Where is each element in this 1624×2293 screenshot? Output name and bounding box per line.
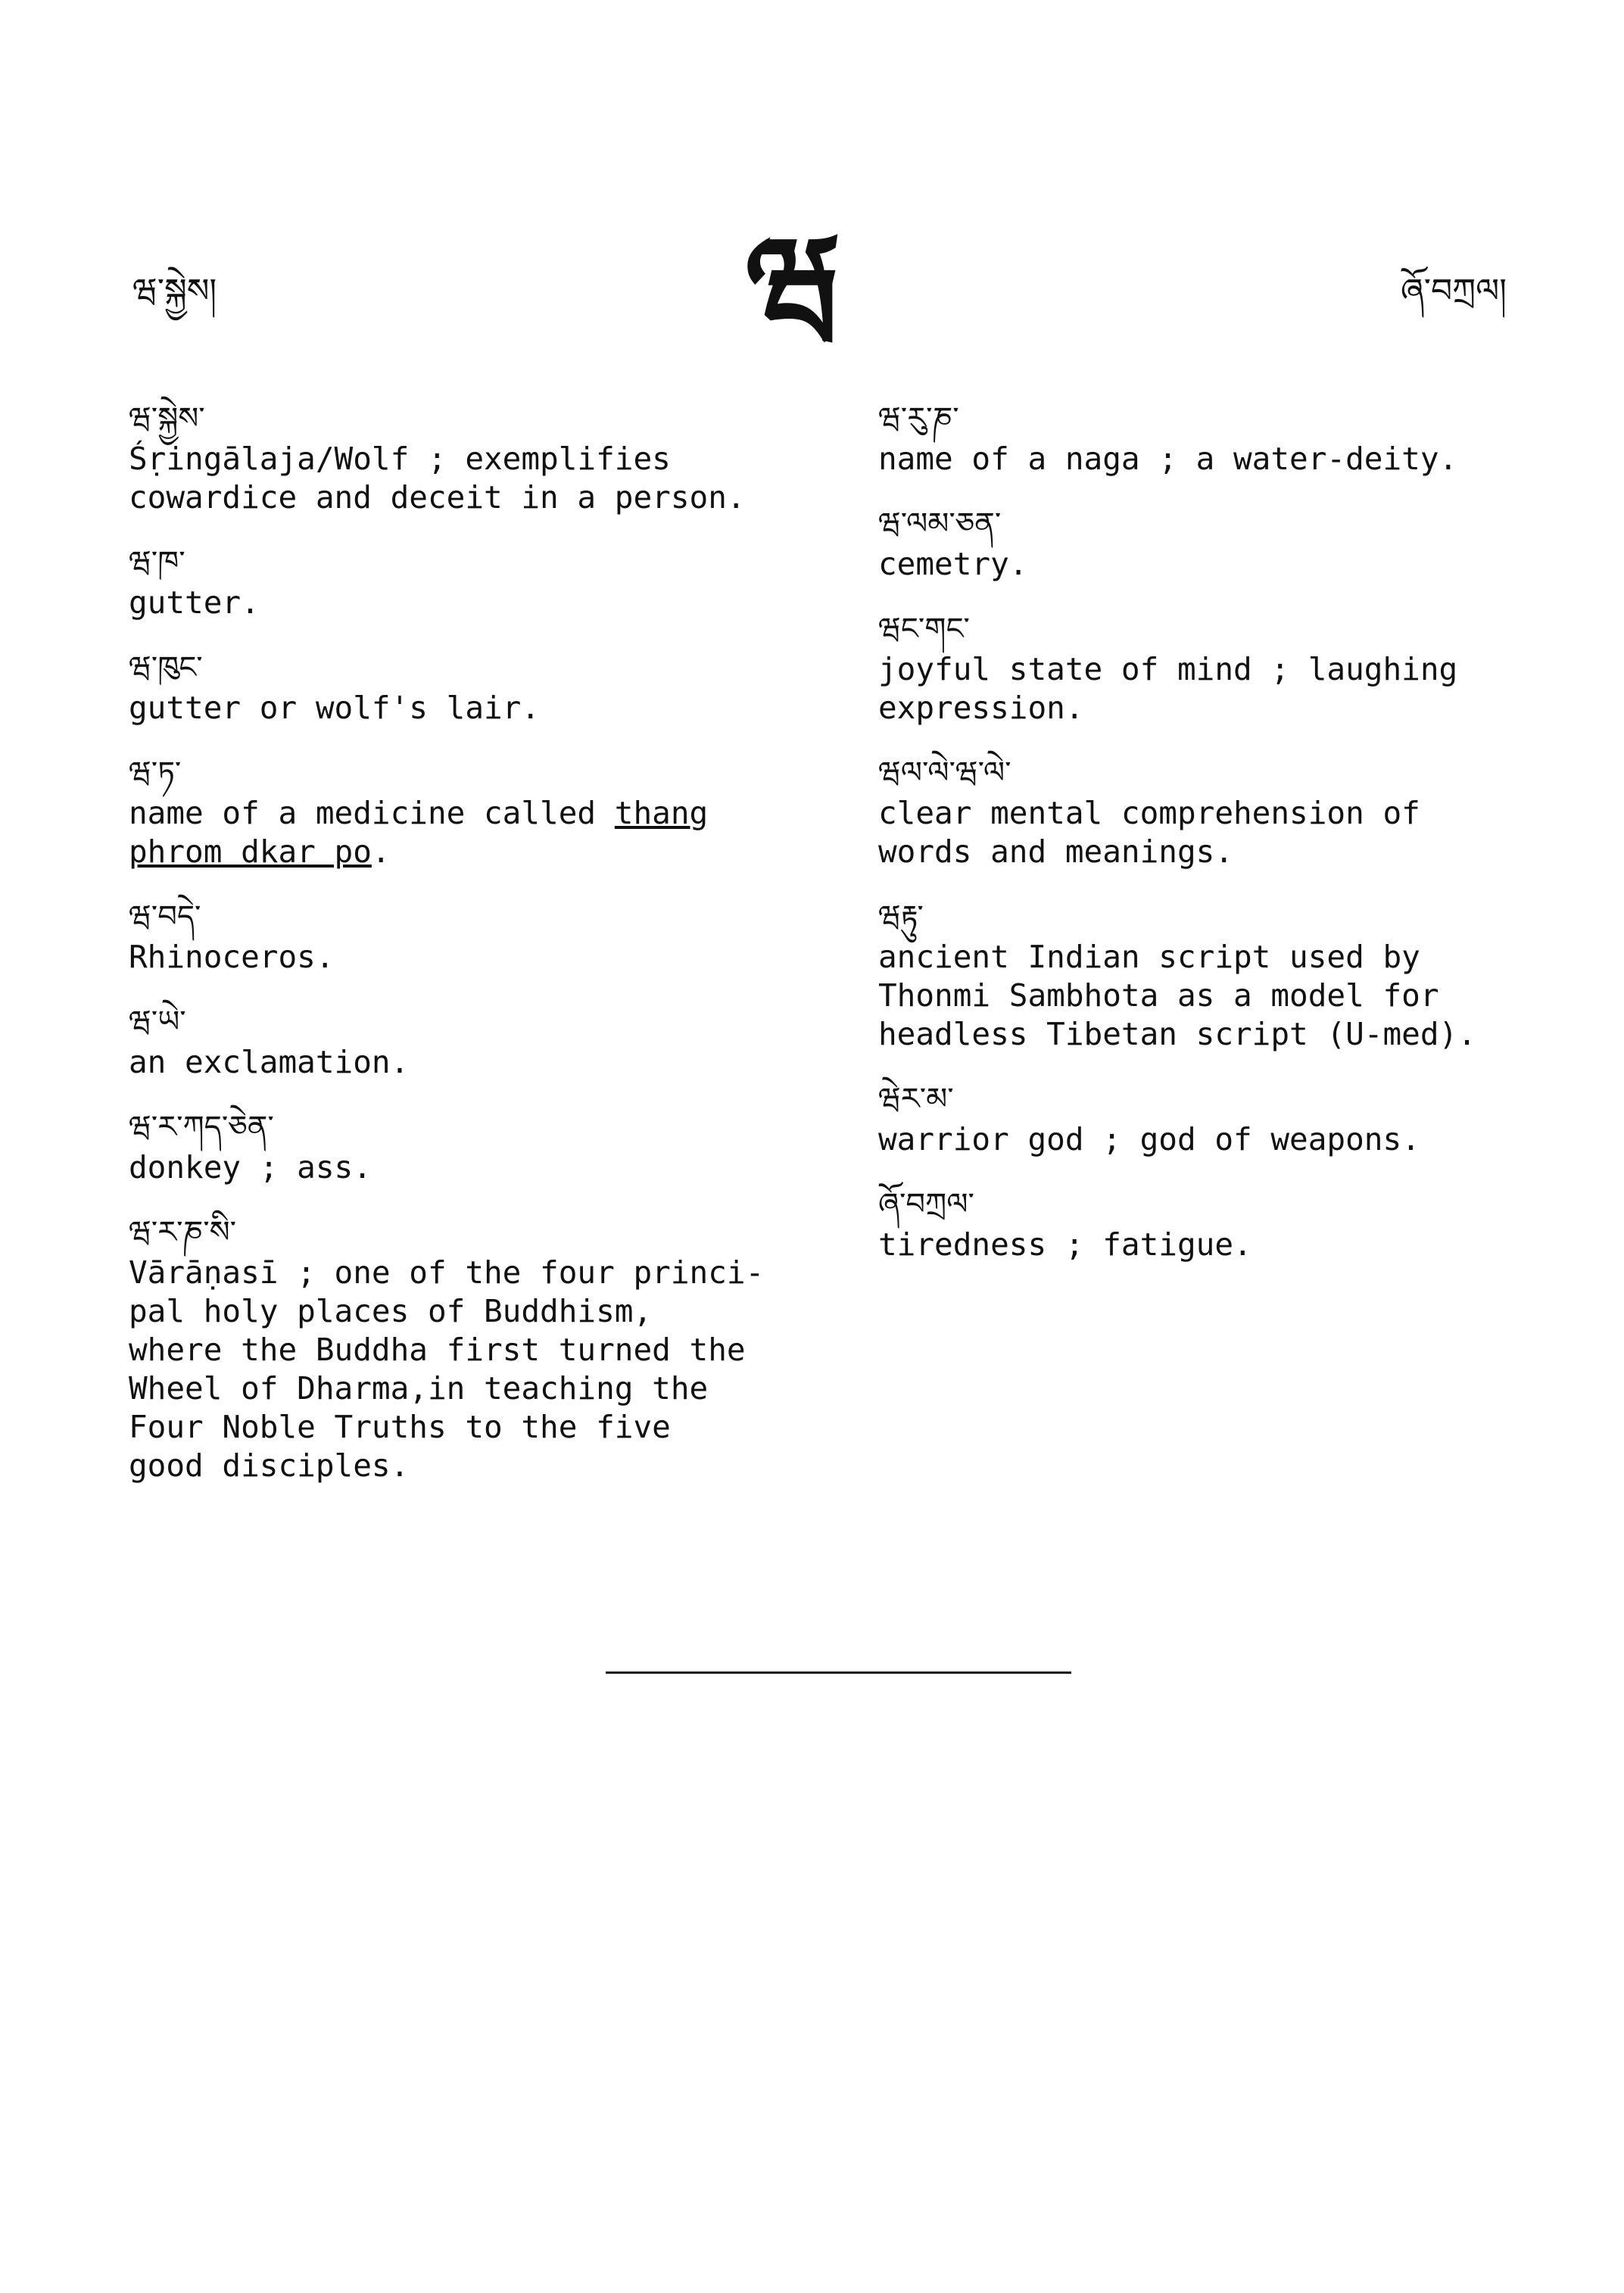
dictionary-entry xyxy=(129,646,833,727)
entry-definition: ancient Indian script used by Thonmi Sambhota as a model for headless Tibetan script (U-med). xyxy=(878,939,1476,1052)
entry-headword: ཝ་ཡེ་ xyxy=(129,1005,186,1039)
entry-definition: cemetry. xyxy=(878,546,1028,582)
dictionary-entry xyxy=(129,896,833,977)
entry-definition: name of a naga ; a water-deity. xyxy=(878,441,1458,477)
underlined-term: phrom dkar po xyxy=(129,833,372,870)
entry-headword: ཝ་ར་ཎ་སི་ xyxy=(129,1215,236,1250)
entry-headword: ཝལ་ལེ་ཝ་ལེ་ xyxy=(878,756,1011,790)
entry-definition: Vārāṇasī ; one of the four princi- pal holy places of Buddhism, where the Buddha first turned the Wheel of Dharma,in teaching the Four Noble Truths to the five good disciples. xyxy=(129,1254,765,1484)
entry-definition: joyful state of mind ; laughing expression. xyxy=(878,651,1458,726)
dictionary-entry xyxy=(129,541,833,622)
entry-headword: ཝརྟུ་ xyxy=(878,899,924,934)
entry-headword: ཝ་རུ་ཎ་ xyxy=(878,401,959,436)
entry-headword: ཝ་བདེ་ xyxy=(129,899,201,934)
entry-definition: clear mental comprehension of words and meanings. xyxy=(878,795,1420,870)
dictionary-entry xyxy=(129,1106,833,1187)
entry-definition: gutter. xyxy=(129,584,260,621)
entry-definition: tiredness ; fatigue. xyxy=(878,1226,1252,1263)
dictionary-entry xyxy=(878,1183,1582,1264)
section-letter: ཝ xyxy=(746,208,842,360)
entry-headword: ཝེར་མ་ xyxy=(878,1082,954,1117)
entry-definition: an exclamation. xyxy=(129,1044,410,1080)
guide-word-right: ཞོ་བཀྲལ། xyxy=(1400,272,1507,310)
dictionary-entry xyxy=(129,397,833,517)
entry-headword: ཞོ་བཀྲལ་ xyxy=(878,1187,974,1222)
dictionary-entry xyxy=(878,608,1582,727)
underlined-term: thang xyxy=(614,795,709,831)
definition-text: . xyxy=(371,833,391,870)
entry-definition: Śṛingālaja/Wolf ; exemplifies cowardice and deceit in a person. xyxy=(129,441,746,516)
entry-definition xyxy=(129,794,833,871)
entry-headword: ཝ་ར་ཀད་ཅེན་ xyxy=(129,1110,274,1145)
dictionary-entry xyxy=(129,1211,833,1485)
entry-definition: Rhinoceros. xyxy=(129,939,335,975)
dictionary-entry xyxy=(878,752,1582,871)
section-end-rule xyxy=(606,1671,1071,1674)
dictionary-entry xyxy=(129,752,833,871)
dictionary-entry xyxy=(878,503,1582,584)
dictionary-entry xyxy=(878,1078,1582,1159)
dictionary-entry xyxy=(878,397,1582,478)
entry-headword: ཝང་གང་ xyxy=(878,612,970,646)
entry-headword: ཝ་ཁུང་ xyxy=(129,650,203,685)
entry-headword: ཝ་ཁ་ xyxy=(129,545,185,580)
entry-definition: gutter or wolf's lair. xyxy=(129,690,541,726)
entry-definition: donkey ; ass. xyxy=(129,1149,372,1185)
entry-headword: ཝ་ཏ་ xyxy=(129,756,182,790)
entry-headword: ཝ་ལམ་ཅན་ xyxy=(878,506,1002,541)
guide-word-left: ཝ་སྐྱེས། xyxy=(132,272,217,310)
left-column xyxy=(129,397,833,1509)
dictionary-entry xyxy=(129,1001,833,1082)
right-column xyxy=(878,397,1582,1288)
entry-headword: ཝ་སྐྱེས་ xyxy=(129,401,205,436)
entry-definition: warrior god ; god of weapons. xyxy=(878,1121,1420,1157)
dictionary-entry xyxy=(878,896,1582,1054)
definition-text: name of a medicine called xyxy=(129,795,615,831)
